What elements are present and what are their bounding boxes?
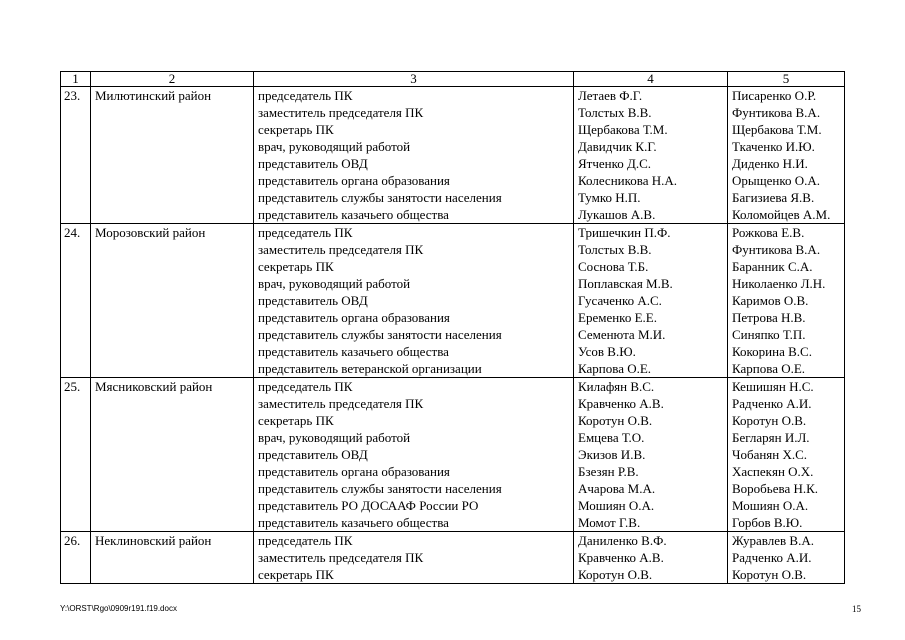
position-line: представитель службы занятости населения	[258, 481, 502, 496]
member-name: Тришечкин П.Ф.	[578, 225, 671, 240]
member-name: Карпова О.Е.	[578, 361, 652, 376]
member-name: Тумко Н.П.	[578, 190, 641, 205]
reserve-member-name: Радченко А.И.	[732, 396, 812, 411]
member-name: Гусаченко А.С.	[578, 293, 662, 308]
reserve-member-name: Бегларян И.Л.	[732, 430, 810, 445]
position-line: представитель органа образования	[258, 173, 450, 188]
position-line: представитель ОВД	[258, 447, 368, 462]
reserve-member-name: Чобанян Х.С.	[732, 447, 808, 462]
member-name: Коротун О.В.	[578, 567, 653, 582]
position-line: секретарь ПК	[258, 259, 334, 274]
member-name: Лукашов А.В.	[578, 207, 656, 222]
position-line: заместитель председателя ПК	[258, 550, 424, 565]
header-col-1: 1	[61, 72, 91, 87]
reserve-member-name: Диденко Н.И.	[732, 156, 808, 171]
member-name: Ачарова М.А.	[578, 481, 656, 496]
position-line: представитель органа образования	[258, 310, 450, 325]
positions-cell	[254, 378, 574, 532]
member-name: Соснова Т.Б.	[578, 259, 649, 274]
row-number: 24.	[61, 224, 91, 378]
positions-cell	[254, 87, 574, 224]
reserve-member-name: Кокорина В.С.	[732, 344, 812, 359]
col4-cell	[574, 87, 728, 224]
reserve-member-name: Ткаченко И.Ю.	[732, 139, 815, 154]
row-number: 23.	[61, 87, 91, 224]
member-name: Колесникова Н.А.	[578, 173, 678, 188]
reserve-member-name: Радченко А.И.	[732, 550, 812, 565]
reserve-member-name: Коротун О.В.	[732, 567, 807, 582]
positions-cell	[254, 224, 574, 378]
reserve-member-name: Журавлев В.А.	[732, 533, 814, 548]
reserve-member-name: Хаспекян О.Х.	[732, 464, 814, 479]
member-name: Усов В.Ю.	[578, 344, 636, 359]
member-name: Кравченко А.В.	[578, 550, 664, 565]
table-header-row	[61, 72, 845, 87]
table-row	[61, 378, 845, 532]
position-line: врач, руководящий работой	[258, 430, 411, 445]
position-line: представитель органа образования	[258, 464, 450, 479]
position-line: представитель РО ДОСААФ России РО	[258, 498, 479, 513]
reserve-member-name: Карпова О.Е.	[732, 361, 806, 376]
reserve-member-name: Коломойцев А.М.	[732, 207, 831, 222]
row-number: 25.	[61, 378, 91, 532]
header-col-2: 2	[91, 72, 254, 87]
col5-cell	[728, 224, 845, 378]
member-name: Коротун О.В.	[578, 413, 653, 428]
position-line: представитель службы занятости населения	[258, 190, 502, 205]
header-col-3: 3	[254, 72, 574, 87]
page-number: 15	[852, 604, 861, 614]
position-line: председатель ПК	[258, 225, 353, 240]
reserve-member-name: Синяпко Т.П.	[732, 327, 806, 342]
position-line: представитель казачьего общества	[258, 207, 449, 222]
reserve-member-name: Кешишян Н.С.	[732, 379, 814, 394]
member-name: Емцева Т.О.	[578, 430, 645, 445]
header-col-4: 4	[574, 72, 728, 87]
reserve-member-name: Николаенко Л.Н.	[732, 276, 826, 291]
col5-cell	[728, 532, 845, 584]
positions-cell	[254, 532, 574, 584]
col5-cell	[728, 378, 845, 532]
member-name: Летаев Ф.Г.	[578, 88, 643, 103]
member-name: Еременко Е.Е.	[578, 310, 657, 325]
district-name: Морозовский район	[91, 224, 254, 378]
district-name: Милютинский район	[91, 87, 254, 224]
file-path: Y:\ORST\Rgo\0909r191.f19.docx	[60, 604, 177, 613]
position-line: заместитель председателя ПК	[258, 242, 424, 257]
district-name: Мясниковский район	[91, 378, 254, 532]
member-name: Бзезян Р.В.	[578, 464, 639, 479]
reserve-member-name: Горбов В.Ю.	[732, 515, 803, 530]
position-line: представитель ОВД	[258, 156, 368, 171]
reserve-member-name: Багизиева Я.В.	[732, 190, 815, 205]
position-line: представитель казачьего общества	[258, 515, 449, 530]
position-line: секретарь ПК	[258, 413, 334, 428]
reserve-member-name: Писаренко О.Р.	[732, 88, 817, 103]
reserve-member-name: Орыщенко О.А.	[732, 173, 821, 188]
member-name: Семенюта М.И.	[578, 327, 666, 342]
reserve-member-name: Коротун О.В.	[732, 413, 807, 428]
table-row	[61, 532, 845, 584]
position-line: заместитель председателя ПК	[258, 396, 424, 411]
district-name: Неклиновский район	[91, 532, 254, 584]
reserve-member-name: Петрова Н.В.	[732, 310, 806, 325]
position-line: заместитель председателя ПК	[258, 105, 424, 120]
reserve-member-name: Фунтикова В.А.	[732, 242, 821, 257]
member-name: Мошиян О.А.	[578, 498, 655, 513]
position-line: представитель ветеранской организации	[258, 361, 482, 376]
position-line: секретарь ПК	[258, 567, 334, 582]
position-line: врач, руководящий работой	[258, 276, 411, 291]
table-row	[61, 87, 845, 224]
position-line: председатель ПК	[258, 379, 353, 394]
member-name: Толстых В.В.	[578, 105, 652, 120]
position-line: представитель казачьего общества	[258, 344, 449, 359]
member-name: Кравченко А.В.	[578, 396, 664, 411]
member-name: Толстых В.В.	[578, 242, 652, 257]
header-col-5: 5	[728, 72, 845, 87]
reserve-member-name: Мошиян О.А.	[732, 498, 809, 513]
col4-cell	[574, 378, 728, 532]
member-name: Щербакова Т.М.	[578, 122, 668, 137]
reserve-member-name: Каримов О.В.	[732, 293, 809, 308]
position-line: врач, руководящий работой	[258, 139, 411, 154]
member-name: Давидчик К.Г.	[578, 139, 657, 154]
col4-cell	[574, 224, 728, 378]
position-line: секретарь ПК	[258, 122, 334, 137]
reserve-member-name: Рожкова Е.В.	[732, 225, 805, 240]
reserve-member-name: Фунтикова В.А.	[732, 105, 821, 120]
member-name: Поплавская М.В.	[578, 276, 673, 291]
col5-cell	[728, 87, 845, 224]
table-row	[61, 224, 845, 378]
member-name: Килафян В.С.	[578, 379, 655, 394]
position-line: представитель ОВД	[258, 293, 368, 308]
col4-cell	[574, 532, 728, 584]
reserve-member-name: Воробьева Н.К.	[732, 481, 819, 496]
member-name: Даниленко В.Ф.	[578, 533, 667, 548]
reserve-member-name: Щербакова Т.М.	[732, 122, 822, 137]
committee-table	[60, 71, 845, 584]
position-line: председатель ПК	[258, 533, 353, 548]
position-line: председатель ПК	[258, 88, 353, 103]
table-body	[61, 87, 845, 584]
reserve-member-name: Баранник С.А.	[732, 259, 813, 274]
member-name: Экизов И.В.	[578, 447, 646, 462]
position-line: представитель службы занятости населения	[258, 327, 502, 342]
member-name: Момот Г.В.	[578, 515, 641, 530]
row-number: 26.	[61, 532, 91, 584]
member-name: Ятченко Д.С.	[578, 156, 652, 171]
